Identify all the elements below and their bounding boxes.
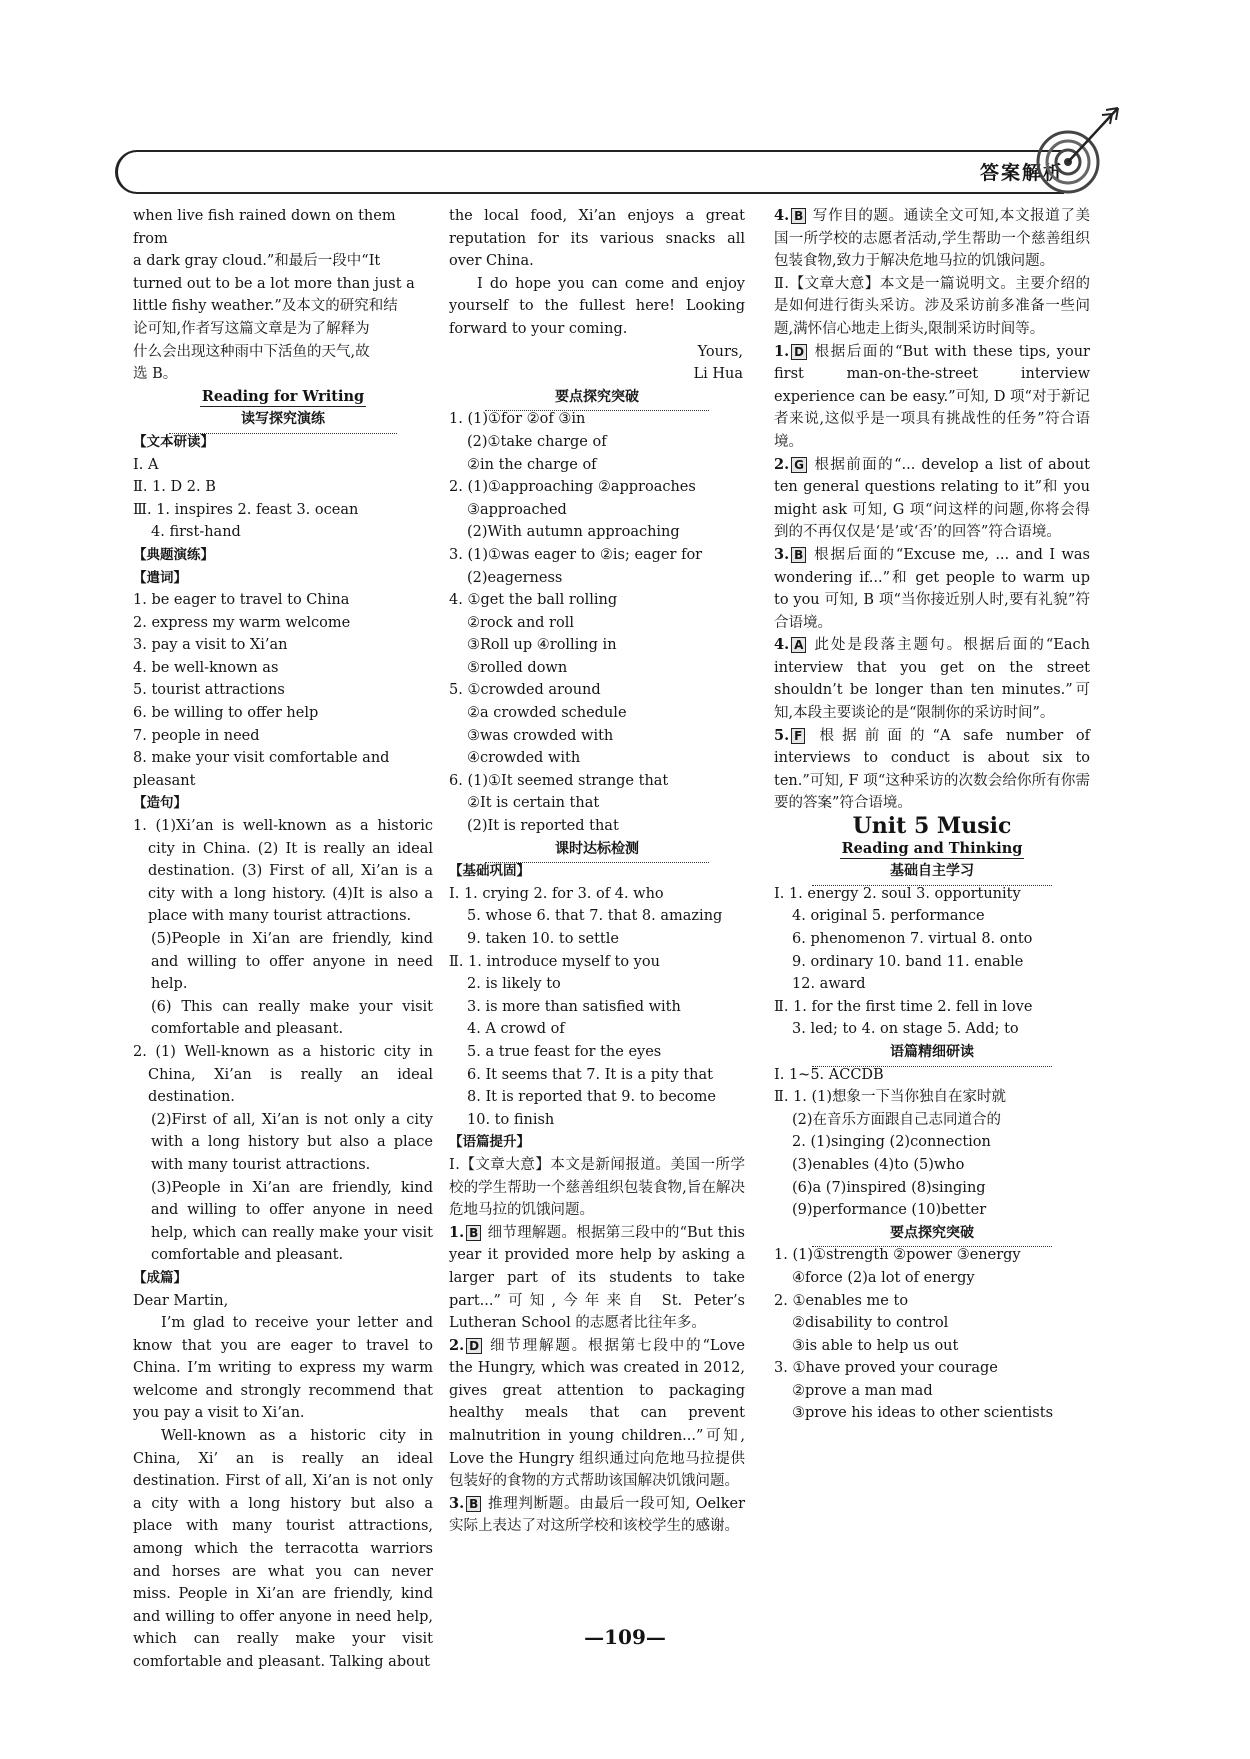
intro-line: a dark gray cloud.”和最后一段中“It <box>133 253 381 270</box>
tag-label: 【基础巩固】 <box>449 863 530 880</box>
key-answer: (2)With autumn approaching <box>467 524 680 541</box>
intro-line: 论可知,作者写这篇文章是为了解释为 <box>133 320 370 337</box>
key-answer: ③was crowded with <box>467 727 614 744</box>
detail-answer: Ⅰ. 1~5. ACCDB <box>774 1066 884 1083</box>
answer-line: 4. first-hand <box>151 524 241 541</box>
key-answer: 1. (1)①strength ②power ③energy <box>774 1247 1021 1264</box>
section-subheading: 课时达标检测 <box>449 838 745 861</box>
basic-answer: Ⅱ. 1. introduce myself to you <box>449 953 660 970</box>
letter-greeting: Dear Martin, <box>133 1292 229 1309</box>
basic-answer: 9. taken 10. to settle <box>467 931 619 947</box>
article-summary: Ⅰ.【文章大意】本文是新闻报道。美国一所学校的学生帮助一个慈善组织包装食物,旨在解决危地马拉的饥饿问题。 <box>449 1156 745 1219</box>
answer-letter-box: G <box>791 457 807 473</box>
unit-title: Unit 5 Music <box>852 813 1012 840</box>
key-answer: 4. ①get the ball rolling <box>449 592 618 609</box>
basic-answer: 10. to finish <box>467 1111 555 1128</box>
basic-answer: 9. ordinary 10. band 11. enable <box>792 953 1024 970</box>
section-subheading: 读写探究演练 <box>133 408 433 431</box>
vocab-item: 4. be well-known as <box>133 659 279 676</box>
key-answer: (2)①take charge of <box>467 433 607 450</box>
section-subheading: 基础自主学习 <box>774 860 1090 883</box>
detail-answer: (9)performance (10)better <box>792 1202 987 1219</box>
basic-answer: 12. award <box>792 976 866 993</box>
key-answer: 2. ①enables me to <box>774 1292 909 1309</box>
answer-line: Ⅲ. 1. inspires 2. feast 3. ocean <box>133 501 359 518</box>
question-explanation: 5. F 根据前面的“A safe number of interviews to conduct is about six to ten.”可知, F 项“这种采访的次数会给你所有你需要的答案”符合语境。 <box>774 726 1090 812</box>
question-explanation: 4. A 此处是段落主题句。根据后面的“Each interview that you get on the street shouldn’t be longer than ten minutes.”可知,本段主要谈论的是“限制你的采访时间”。 <box>774 636 1090 722</box>
basic-answer: 6. It seems that 7. It is a pity that <box>467 1066 713 1083</box>
answer-letter-box: D <box>466 1338 482 1354</box>
intro-line: when live fish rained down on them from <box>133 208 396 247</box>
basic-answer: Ⅰ. 1. crying 2. for 3. of 4. who <box>449 885 664 902</box>
section-subheading: 要点探究突破 <box>449 386 745 409</box>
column-1 <box>133 205 433 1674</box>
sentence-answer: (5)People in Xi’an are friendly, kind and willing to offer anyone in need help. <box>151 931 433 993</box>
basic-answer: 6. phenomenon 7. virtual 8. onto <box>792 931 1033 947</box>
key-answer: ⑤rolled down <box>467 659 568 676</box>
sentence-answer: 2. (1) Well-known as a historic city in China, Xi’an is really an ideal destination. <box>133 1043 433 1106</box>
header-bar <box>115 150 1064 194</box>
intro-line: little fishy weather.”及本文的研究和结 <box>133 298 398 315</box>
key-answer: 3. (1)①was eager to ②is; eager for <box>449 546 703 563</box>
vocab-item: 8. make your visit comfortable and pleasant <box>133 750 390 789</box>
answer-letter-box: B <box>466 1225 481 1241</box>
page-number: —109— <box>584 1625 666 1649</box>
key-answer: ②in the charge of <box>467 456 597 473</box>
basic-answer: 5. a true feast for the eyes <box>467 1043 662 1060</box>
key-answer: (2)eagerness <box>467 569 563 586</box>
vocab-item: 2. express my warm welcome <box>133 614 351 631</box>
key-answer: ②rock and roll <box>467 614 574 631</box>
answer-line: Ⅰ. A <box>133 456 159 473</box>
detail-answer: (2)在音乐方面跟自己志同道合的 <box>792 1111 1002 1128</box>
intro-line: turned out to be a lot more than just a <box>133 275 415 292</box>
key-answer: ②It is certain that <box>467 795 600 812</box>
key-answer: 6. (1)①It seemed strange that <box>449 772 669 789</box>
answer-letter-box: D <box>791 344 807 360</box>
article-summary: Ⅱ.【文章大意】本文是一篇说明文。主要介绍的是如何进行街头采访。涉及采访前多准备一些问题,满怀信心地走上街头,限制采访时间等。 <box>774 275 1090 337</box>
column-3 <box>774 205 1090 1425</box>
key-answer: (2)It is reported that <box>467 818 619 835</box>
tag-label: 【典题演练】 <box>133 546 214 563</box>
letter-paragraph: I’m glad to receive your letter and know that you are eager to travel to China. I’m writing to express my warm welcome and strongly recommend that you pay a visit to Xi’an. <box>133 1315 433 1422</box>
question-explanation: 4. B 写作目的题。通读全文可知,本文报道了美国一所学校的志愿者活动,学生帮助一个慈善组织包装食物,致力于解决危地马拉的饥饿问题。 <box>774 207 1090 270</box>
tag-label: 【语篇提升】 <box>449 1134 530 1151</box>
basic-answer: 5. whose 6. that 7. that 8. amazing <box>467 908 723 925</box>
answer-letter-box: B <box>466 1496 481 1512</box>
intro-line: 什么会出现这种雨中下活鱼的天气,故 <box>133 343 370 360</box>
basic-answer: 3. led; to 4. on stage 5. Add; to <box>792 1021 1019 1038</box>
vocab-item: 7. people in need <box>133 727 260 744</box>
basic-answer: 2. is likely to <box>467 976 561 993</box>
tag-label: 【成篇】 <box>133 1269 187 1286</box>
tag-label: 【造句】 <box>133 795 187 812</box>
key-answer: 5. ①crowded around <box>449 682 601 699</box>
letter-paragraph: the local food, Xi’an enjoys a great reputation for its various snacks all over China. <box>449 208 745 270</box>
question-explanation: 2. G 根据前面的“... develop a list of about ten general questions relating to it”和 you might ask 可知, G 项“问这样的问题,你将会得到的不再仅仅是‘是’或‘否’的回答”符合语境。 <box>774 455 1090 541</box>
vocab-item: 5. tourist attractions <box>133 682 285 699</box>
answer-letter-box: B <box>791 208 806 224</box>
detail-answer: (6)a (7)inspired (8)singing <box>792 1179 986 1196</box>
question-explanation: 3. B 根据后面的“Excuse me, ... and I was wondering if...”和 get people to warm up to you 可知, B 项“当你接近别人时,要有礼貌”符合语境。 <box>774 545 1090 631</box>
section-subheading: 语篇精细研读 <box>774 1041 1090 1064</box>
key-answer: 3. ①have proved your courage <box>774 1360 998 1377</box>
section-heading: Reading and Thinking <box>841 839 1023 857</box>
key-answer: ④force (2)a lot of energy <box>792 1269 975 1286</box>
key-answer: ④crowded with <box>467 750 581 767</box>
question-explanation: 3. B 推理判断题。由最后一段可知, Oelker 实际上表达了对这所学校和该校学生的感谢。 <box>449 1494 745 1535</box>
basic-answer: 8. It is reported that 9. to become <box>467 1089 716 1106</box>
key-answer: ③prove his ideas to other scientists <box>792 1405 1054 1422</box>
letter-signature: Li Hua <box>693 366 743 383</box>
question-explanation: 2. D 细节理解题。根据第七段中的“Love the Hungry, which was created in 2012, gives great attention to packaging healthy meals that can prevent malnutrition in young children...”可知, Love the Hungry 组织通过向危地马拉提供包装好的食物的方式帮助该国解决饥饿问题。 <box>449 1336 745 1490</box>
key-answer: ②a crowded schedule <box>467 705 627 722</box>
basic-answer: Ⅱ. 1. for the first time 2. fell in love <box>774 998 1033 1015</box>
sentence-answer: 1. (1)Xi’an is well-known as a historic city in China. (2) It is really an ideal destination. (3) First of all, Xi’an is a city with a long history. (4)It is also a place with many tourist attractions. <box>133 818 433 925</box>
vocab-item: 6. be willing to offer help <box>133 705 319 722</box>
basic-answer: 4. original 5. performance <box>792 908 985 925</box>
answer-line: Ⅱ. 1. D 2. B <box>133 479 216 496</box>
target-icon <box>1020 100 1130 200</box>
tag-label: 【遣词】 <box>133 569 187 586</box>
key-answer: ③Roll up ④rolling in <box>467 637 617 654</box>
basic-answer: 4. A crowd of <box>467 1021 565 1038</box>
section-subheading: 要点探究突破 <box>774 1222 1090 1245</box>
column-2 <box>449 205 745 1538</box>
key-answer: ③is able to help us out <box>792 1337 959 1354</box>
sentence-answer: (3)People in Xi’an are friendly, kind and willing to offer anyone in need help, which can really make your visit comfortable and pleasant. <box>151 1179 433 1264</box>
letter-closing: Yours, <box>697 343 743 360</box>
detail-answer: 2. (1)singing (2)connection <box>792 1134 991 1151</box>
letter-paragraph: Well-known as a historic city in China, Xi’ an is really an ideal destination. First of all, Xi’an is not only a city with a long history but also a place with many tourist attractions, among which the terracotta warriors and horses are what you can never miss. People in Xi’an are friendly, kind and willing to offer anyone in need help, which can really make your visit comfortable and pleasant. Talking about <box>133 1428 433 1670</box>
header-title: 答案解析 <box>979 162 1064 184</box>
key-answer: 1. (1)①for ②of ③in <box>449 411 586 428</box>
intro-line: 选 B。 <box>133 366 178 383</box>
answer-letter-box: B <box>791 547 806 563</box>
detail-answer: (3)enables (4)to (5)who <box>792 1156 965 1173</box>
tag-label: 【文本研读】 <box>133 433 214 450</box>
basic-answer: Ⅰ. 1. energy 2. soul 3. opportunity <box>774 885 1021 902</box>
section-heading: Reading for Writing <box>201 387 365 405</box>
vocab-item: 1. be eager to travel to China <box>133 592 350 609</box>
basic-answer: 3. is more than satisfied with <box>467 998 681 1015</box>
answer-letter-box: F <box>791 728 805 744</box>
key-answer: ②prove a man mad <box>792 1382 933 1399</box>
sentence-answer: (6) This can really make your visit comfortable and pleasant. <box>151 998 433 1038</box>
answer-letter-box: A <box>791 637 806 653</box>
key-answer: ③approached <box>467 501 567 518</box>
key-answer: ②disability to control <box>792 1315 949 1332</box>
letter-paragraph: I do hope you can come and enjoy yourself to the fullest here! Looking forward to your coming. <box>449 275 745 337</box>
question-explanation: 1. D 根据后面的“But with these tips, your first man-on-the-street interview experience can be easy.”可知, D 项“对于新记者来说,这似乎是一项具有挑战性的任务”符合语境。 <box>774 342 1090 450</box>
detail-answer: Ⅱ. 1. (1)想象一下当你独自在家时就 <box>774 1089 1007 1106</box>
question-explanation: 1. B 细节理解题。根据第三段中的“But this year it provided more help by asking a larger part of its students to take part...”可知,今年来自 St. Peter’s Lutheran School 的志愿者比往年多。 <box>449 1223 745 1332</box>
key-answer: 2. (1)①approaching ②approaches <box>449 479 696 496</box>
sentence-answer: (2)First of all, Xi’an is not only a city with a long history but also a place with many tourist attractions. <box>151 1111 433 1173</box>
vocab-item: 3. pay a visit to Xi’an <box>133 637 288 654</box>
